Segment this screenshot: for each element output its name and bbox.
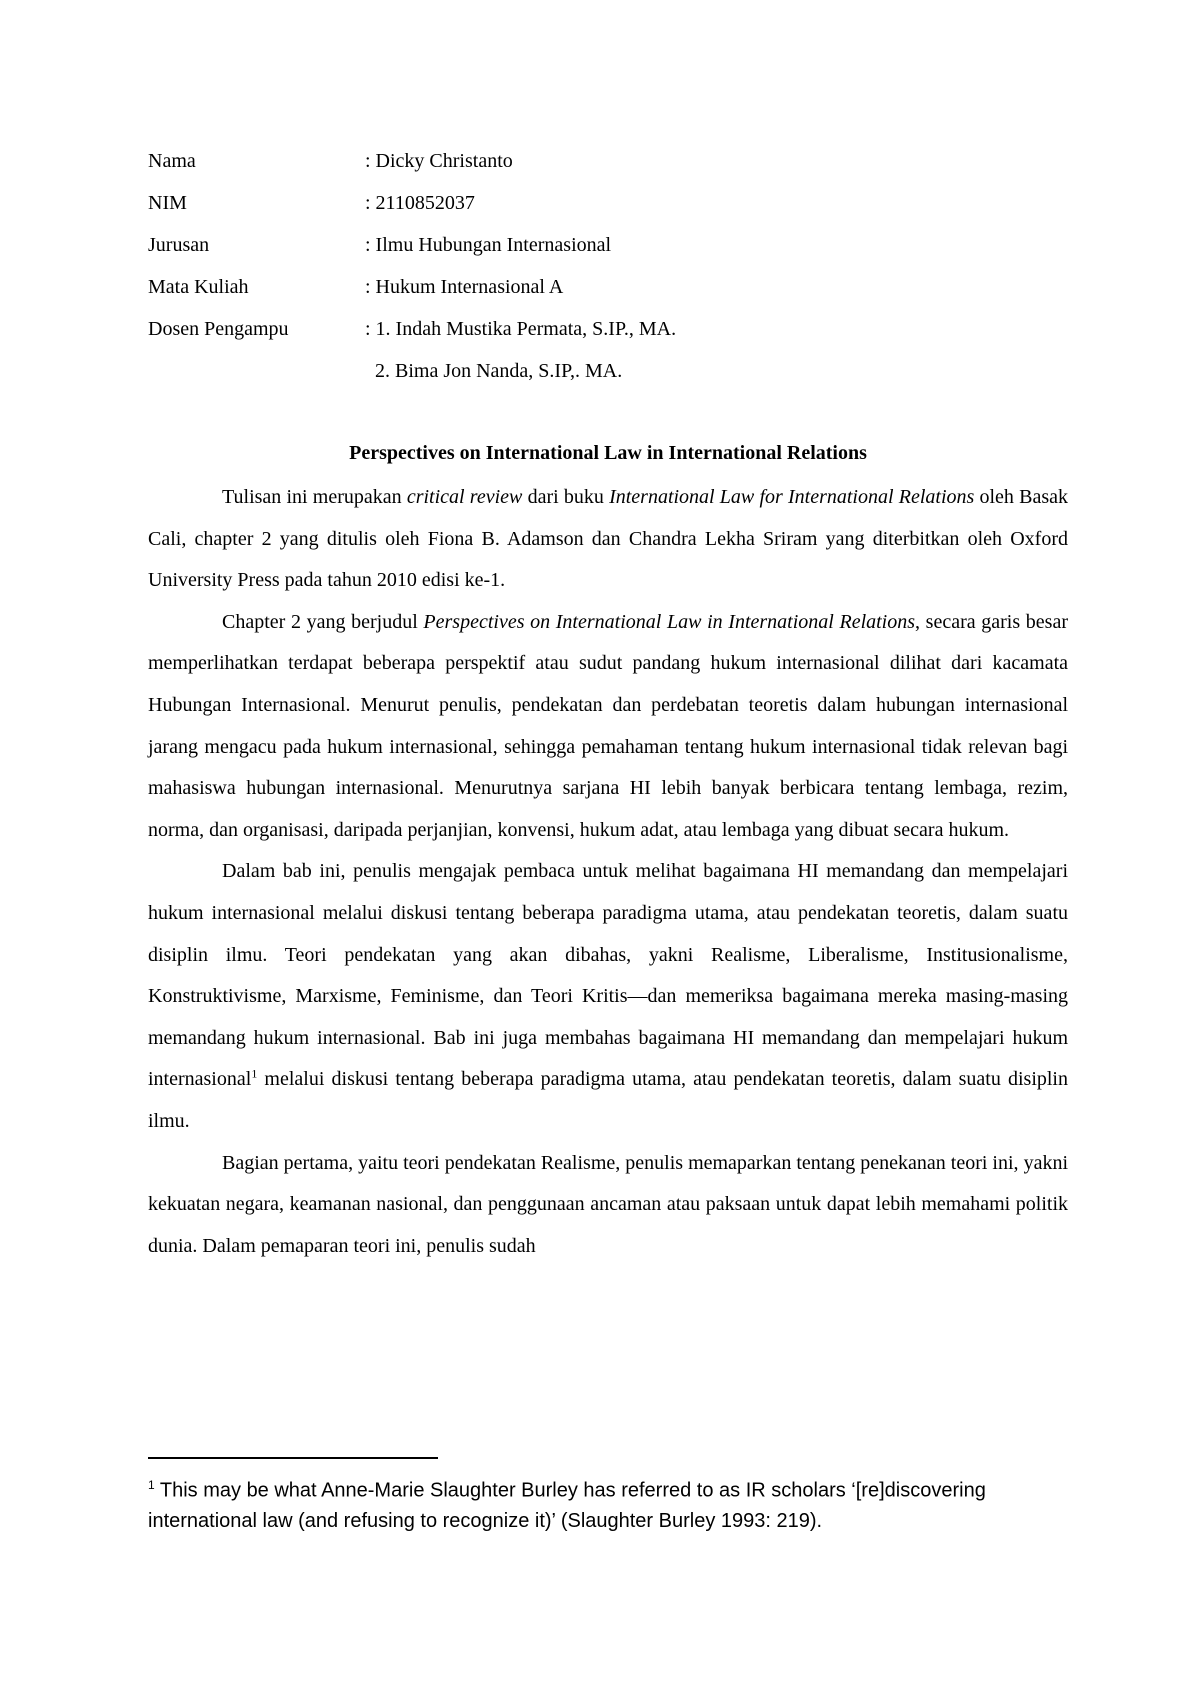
info-label: NIM	[148, 192, 187, 214]
text-run: dari buku	[522, 486, 610, 508]
info-value: 2. Bima Jon Nanda, S.IP,. MA.	[375, 360, 623, 382]
info-row-nim	[148, 188, 1048, 230]
paragraph	[148, 602, 1068, 852]
info-row-name	[148, 146, 1048, 188]
paragraph	[148, 851, 1068, 1142]
info-value: : Hukum Internasional A	[365, 276, 564, 298]
info-row-dosen-continuation	[148, 356, 1048, 398]
footnote-reference[interactable]: 1	[251, 1066, 258, 1081]
italic-text: International Law for International Relations	[609, 486, 975, 508]
text-run: melalui diskusi tentang beberapa paradigma utama, atau pendekatan teoretis, dalam suatu disiplin ilmu.	[148, 1068, 1068, 1132]
info-value: : 2110852037	[365, 192, 475, 214]
text-run: Chapter 2 yang berjudul	[222, 610, 424, 633]
text-run: oleh Basak Cali, chapter 2 yang ditulis oleh Fiona B. Adamson dan Chandra Lekha Sriram yang diterbitkan oleh Oxford University Press pada tahun 2010 edisi ke-1.	[148, 486, 1068, 592]
text-run: Tulisan ini merupakan	[222, 486, 407, 508]
student-info	[148, 146, 1048, 398]
info-label: Mata Kuliah	[148, 276, 249, 298]
info-row-mata-kuliah	[148, 272, 1048, 314]
info-row-jurusan	[148, 230, 1048, 272]
italic-text: critical review	[406, 486, 523, 508]
info-label: Jurusan	[148, 234, 210, 256]
footnote	[148, 1470, 1048, 1536]
info-value: : 1. Indah Mustika Permata, S.IP., MA.	[365, 318, 677, 340]
info-value: : Ilmu Hubungan Internasional	[365, 234, 612, 256]
info-value: : Dicky Christanto	[365, 150, 513, 172]
text-run: , secara garis besar memperlihatkan terdapat beberapa perspektif atau sudut pandang hukum internasional dilihat dari kacamata Hubungan Internasional. Menurut penulis, pendekatan dan perdebatan teoretis dalam hubungan internasional jarang mengacu pada hukum internasional, sehingga pemahaman tentang hukum internasional tidak relevan bagi mahasiswa hubungan internasional. Menurutnya sarjana HI lebih banyak berbicara tentang lembaga, rezim, norma, dan organisasi, daripada perjanjian, konvensi, hukum adat, atau lembaga yang dibuat secara hukum.	[148, 610, 1068, 841]
info-label: Dosen Pengampu	[148, 318, 289, 340]
document-body	[148, 477, 1068, 1267]
text-run: Dalam bab ini, penulis mengajak pembaca untuk melihat bagaimana HI memandang dan mempelajari hukum internasional melalui diskusi tentang beberapa paradigma utama, atau pendekatan teoretis, dalam suatu disiplin ilmu. Teori pendekatan yang akan dibahas, yakni Realisme, Liberalisme, Institusionalisme, Konstruktivisme, Marxisme, Feminisme, dan Teori Kritis—dan memeriksa bagaimana mereka masing-masing memandang hukum internasional. Bab ini juga membahas bagaimana HI memandang dan mempelajari hukum internasional	[148, 860, 1068, 1091]
italic-text: Perspectives on International Law in International Relations	[423, 610, 916, 633]
footnote-separator	[148, 1457, 438, 1459]
footnote-text: This may be what Anne-Marie Slaughter Burley has referred to as IR scholars ‘[re]discovering international law (and refusing to recognize it)’ (Slaughter Burley 1993: 219).	[148, 1479, 986, 1532]
paragraph: Bagian pertama, yaitu teori pendekatan Realisme, penulis memaparkan tentang penekanan teori ini, yakni kekuatan negara, keamanan nasional, dan penggunaan ancaman atau paksaan untuk dapat lebih memahami politik dunia. Dalam pemaparan teori ini, penulis sudah	[148, 1151, 1068, 1257]
footnote-marker: 1	[148, 1478, 155, 1492]
paragraph	[148, 477, 1068, 602]
info-label: Nama	[148, 150, 196, 172]
info-row-dosen	[148, 314, 1048, 356]
document-title: Perspectives on International Law in International Relations	[349, 442, 867, 464]
